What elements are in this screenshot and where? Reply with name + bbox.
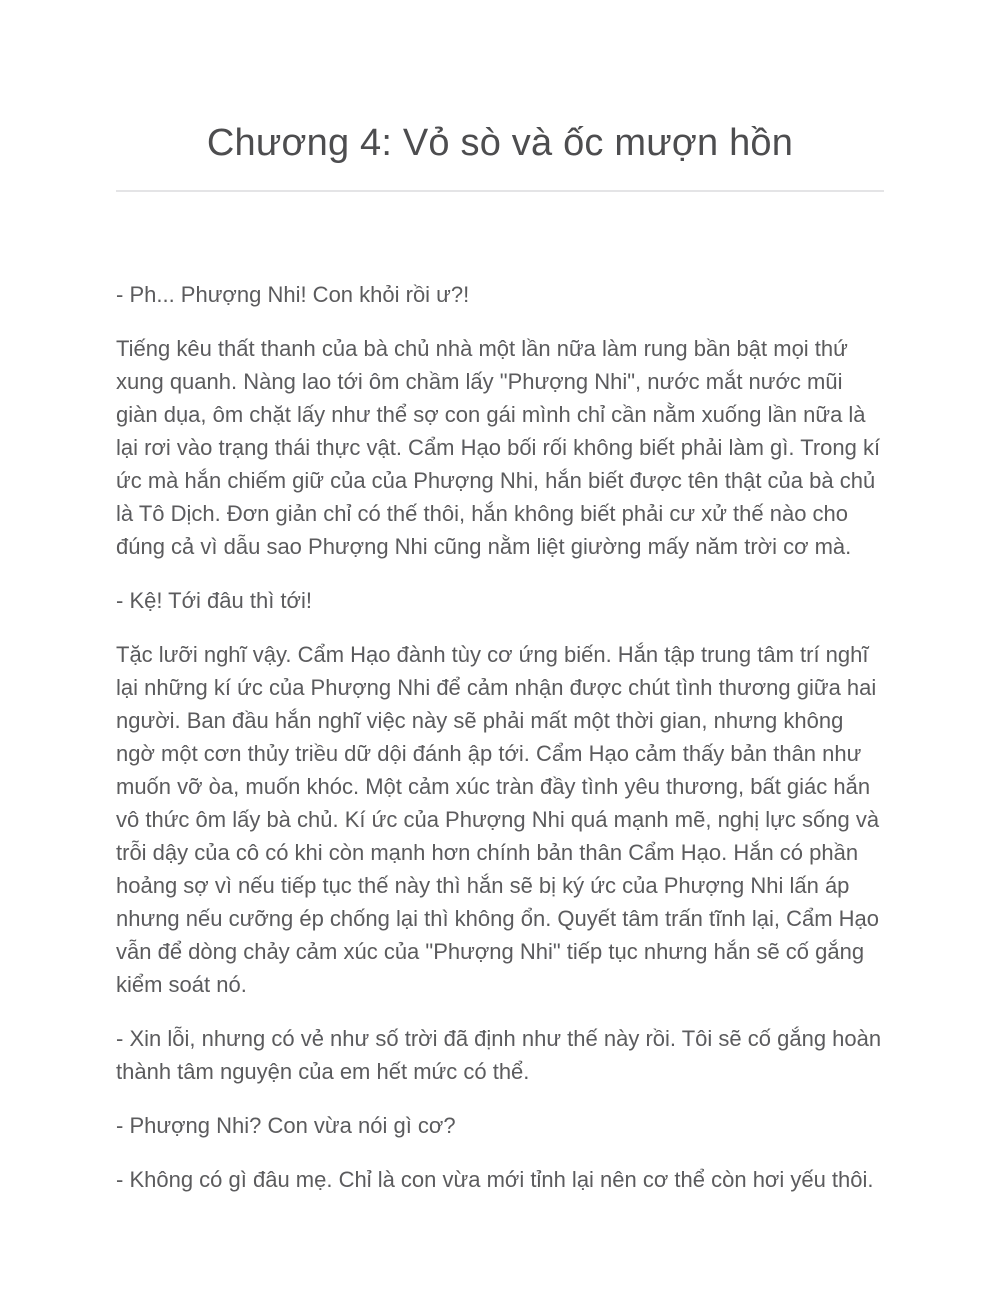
paragraph-dialogue-5: - Không có gì đâu mẹ. Chỉ là con vừa mới tỉnh lại nên cơ thể còn hơi yếu thôi. xyxy=(116,1167,874,1192)
paragraph-dialogue-4: - Phượng Nhi? Con vừa nói gì cơ? xyxy=(116,1113,456,1138)
chapter-content xyxy=(116,192,884,1196)
chapter-page xyxy=(116,0,884,1196)
paragraph-narrative-1: Tiếng kêu thất thanh của bà chủ nhà một lần nữa làm rung bần bật mọi thứ xung quanh. Nàng lao tới ôm chầm lấy "Phượng Nhi", nước mắt nước mũi giàn dụa, ôm chặt lấy như thể sợ con gái mình chỉ cần nằm xuống lần nữa là lại rơi vào trạng thái thực vật. Cẩm Hạo bối rối không biết phải làm gì. Trong kí ức mà hắn chiếm giữ của của Phượng Nhi, hắn biết được tên thật của bà chủ là Tô Dịch. Đơn giản chỉ có thế thôi, hắn không biết phải cư xử thế nào cho đúng cả vì dẫu sao Phượng Nhi cũng nằm liệt giường mấy năm trời cơ mà. xyxy=(116,336,881,559)
paragraph-dialogue-2: - Kệ! Tới đâu thì tới! xyxy=(116,588,312,613)
paragraph-dialogue-3: - Xin lỗi, nhưng có vẻ như số trời đã định như thế này rồi. Tôi sẽ cố gắng hoàn thành tâm nguyện của em hết mức có thể. xyxy=(116,1026,882,1084)
paragraph-dialogue-1: - Ph... Phượng Nhi! Con khỏi rồi ư?! xyxy=(116,282,470,307)
page-title: Chương 4: Vỏ sò và ốc mượn hồn xyxy=(206,122,794,164)
paragraph-narrative-2: Tặc lưỡi nghĩ vậy. Cẩm Hạo đành tùy cơ ứng biến. Hắn tập trung tâm trí nghĩ lại những kí ức của Phượng Nhi để cảm nhận được chút tình thương giữa hai người. Ban đầu hắn nghĩ việc này sẽ phải mất một thời gian, nhưng không ngờ một cơn thủy triều dữ dội đánh ập tới. Cẩm Hạo cảm thấy bản thân như muốn vỡ òa, muốn khóc. Một cảm xúc tràn đầy tình yêu thương, bất giác hắn vô thức ôm lấy bà chủ. Kí ức của Phượng Nhi quá mạnh mẽ, nghị lực sống và trỗi dậy của cô có khi còn mạnh hơn chính bản thân Cẩm Hạo. Hắn có phần hoảng sợ vì nếu tiếp tục thế này thì hắn sẽ bị ký ức của Phượng Nhi lấn áp nhưng nếu cưỡng ép chống lại thì không ổn. Quyết tâm trấn tĩnh lại, Cẩm Hạo vẫn để dòng chảy cảm xúc của "Phượng Nhi" tiếp tục nhưng hắn sẽ cố gắng kiểm soát nó. xyxy=(116,642,880,997)
